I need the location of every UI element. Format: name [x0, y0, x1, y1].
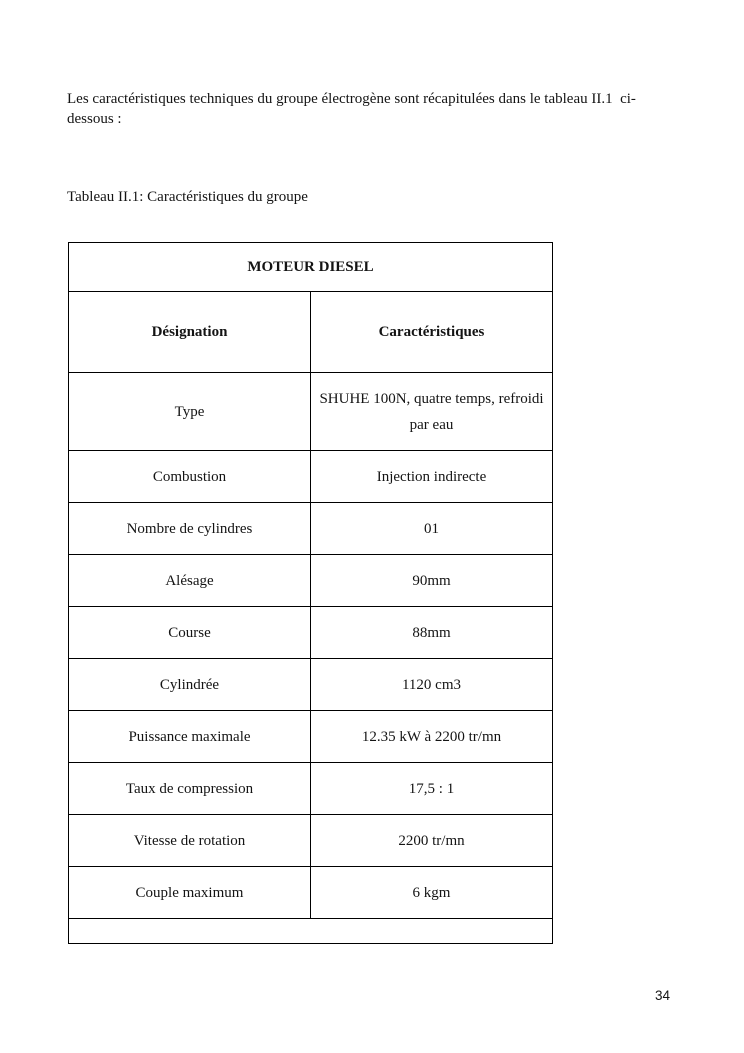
caracteristiques-cell: 6 kgm	[311, 867, 553, 919]
column-header-caracteristiques: Caractéristiques	[311, 292, 553, 373]
designation-cell: Alésage	[69, 555, 311, 607]
intro-line-1: Les caractéristiques techniques du groupe électrogène sont récapitulées dans le tableau II.1 ci-	[67, 91, 636, 107]
designation-cell: Course	[69, 607, 311, 659]
designation-cell: Cylindrée	[69, 659, 311, 711]
table-title-row	[69, 243, 553, 292]
table-row	[69, 659, 553, 711]
caracteristiques-cell: 1120 cm3	[311, 659, 553, 711]
table-header-row	[69, 292, 553, 373]
designation-cell: Combustion	[69, 451, 311, 503]
caracteristiques-cell: 88mm	[311, 607, 553, 659]
designation-cell: Couple maximum	[69, 867, 311, 919]
table-row	[69, 763, 553, 815]
caracteristiques-cell: Injection indirecte	[311, 451, 553, 503]
designation-cell: Taux de compression	[69, 763, 311, 815]
designation-cell: Vitesse de rotation	[69, 815, 311, 867]
table-row	[69, 815, 553, 867]
table-row	[69, 451, 553, 503]
table-row	[69, 867, 553, 919]
table-empty-row	[69, 919, 553, 944]
table-row	[69, 607, 553, 659]
caracteristiques-cell: 17,5 : 1	[311, 763, 553, 815]
table-row	[69, 711, 553, 763]
table-row	[69, 503, 553, 555]
caracteristiques-cell: 01	[311, 503, 553, 555]
table-row	[69, 555, 553, 607]
caracteristiques-cell: 90mm	[311, 555, 553, 607]
characteristics-table	[68, 242, 553, 944]
column-header-designation: Désignation	[69, 292, 311, 373]
table-row	[69, 373, 553, 451]
designation-cell: Puissance maximale	[69, 711, 311, 763]
table-title: MOTEUR DIESEL	[69, 243, 553, 292]
caracteristiques-cell: SHUHE 100N, quatre temps, refroidi par eau	[311, 373, 553, 451]
designation-cell: Nombre de cylindres	[69, 503, 311, 555]
intro-line-2: dessous :	[67, 111, 122, 127]
designation-cell: Type	[69, 373, 311, 451]
table-caption: Tableau II.1: Caractéristiques du groupe	[67, 189, 308, 205]
caracteristiques-cell: 12.35 kW à 2200 tr/mn	[311, 711, 553, 763]
page-number: 34	[655, 988, 671, 1003]
caracteristiques-cell: 2200 tr/mn	[311, 815, 553, 867]
empty-cell	[69, 919, 553, 944]
intro-paragraph	[67, 89, 667, 129]
